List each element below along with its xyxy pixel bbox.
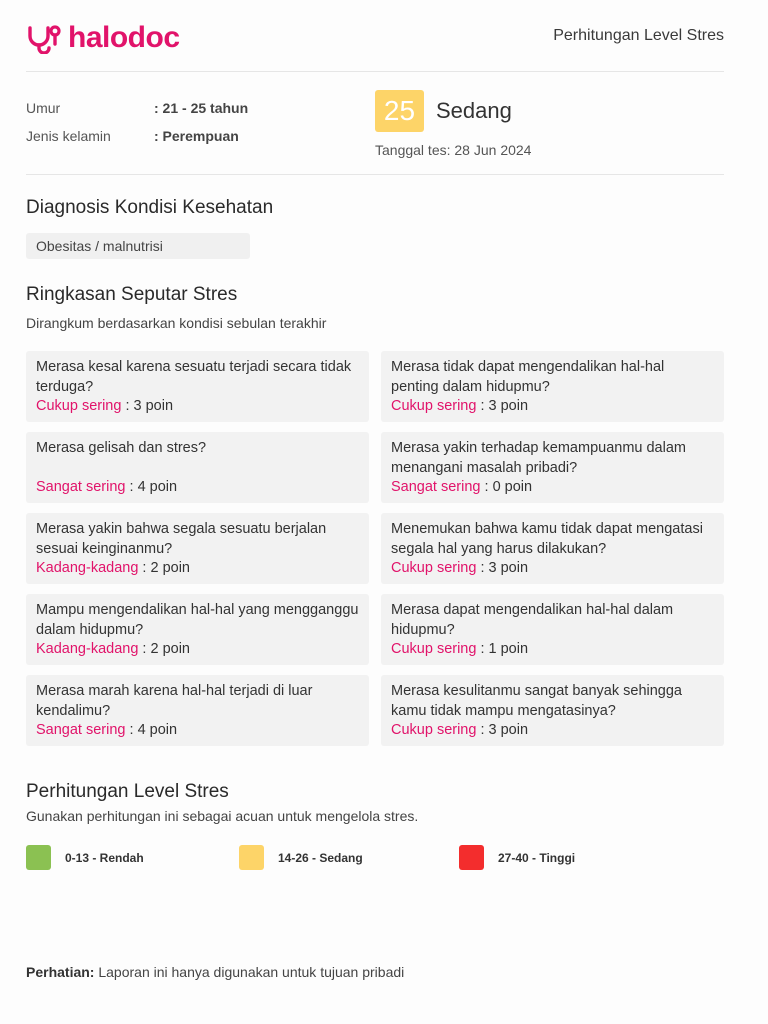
divider <box>26 174 724 175</box>
disclaimer-label: Perhatian: <box>26 964 95 980</box>
card-frequency: Kadang-kadang <box>36 560 139 576</box>
halodoc-logo <box>26 20 180 56</box>
gender-label: Jenis kelamin <box>26 128 111 144</box>
card-points: : 4 poin <box>125 479 178 495</box>
gender-row <box>26 122 248 150</box>
card-question: Mampu mengendalikan hal-hal yang mengganggu dalam hidupmu? <box>36 602 359 638</box>
card-frequency: Cukup sering <box>391 398 477 414</box>
patient-info <box>26 94 248 150</box>
card-frequency: Cukup sering <box>36 398 122 414</box>
card-question: Merasa gelisah dan stres? <box>36 440 207 456</box>
legend-item-high <box>459 845 575 870</box>
legend-label-low: 0-13 - Rendah <box>65 850 144 865</box>
card-points: : 2 poin <box>138 560 190 576</box>
legend-label-high: 27-40 - Tinggi <box>498 850 576 865</box>
summary-heading: Ringkasan Seputar Stres <box>26 284 238 305</box>
legend-swatch-high <box>459 845 484 870</box>
summary-card <box>26 513 369 584</box>
legend-item-low <box>26 845 239 870</box>
card-frequency: Cukup sering <box>391 560 477 576</box>
diagnosis-heading: Diagnosis Kondisi Kesehatan <box>26 197 274 218</box>
disclaimer <box>26 964 404 980</box>
report-title: Perhitungan Level Stres <box>553 27 724 44</box>
legend-item-medium <box>239 845 459 870</box>
page-header <box>26 20 724 72</box>
summary-card <box>381 351 724 422</box>
card-question: Merasa yakin bahwa segala sesuatu berjalan sesuai keinginanmu? <box>36 521 327 557</box>
card-frequency: Kadang-kadang <box>36 641 139 657</box>
score-level: Sedang <box>436 98 512 123</box>
diagnosis-chip: Obesitas / malnutrisi <box>26 233 250 259</box>
card-question: Merasa tidak dapat mengendalikan hal-hal penting dalam hidupmu? <box>391 359 665 395</box>
stress-score <box>375 90 531 158</box>
disclaimer-text: Laporan ini hanya digunakan untuk tujuan pribadi <box>94 964 405 980</box>
summary-subtitle: Dirangkum berdasarkan kondisi sebulan terakhir <box>26 315 327 331</box>
card-frequency: Cukup sering <box>391 722 477 738</box>
summary-grid <box>26 351 724 746</box>
card-frequency: Sangat sering <box>36 479 126 495</box>
card-frequency: Sangat sering <box>391 479 481 495</box>
card-points: : 3 poin <box>476 722 529 738</box>
summary-card <box>26 594 369 665</box>
legend-swatch-low <box>26 845 51 870</box>
summary-card <box>26 351 369 422</box>
summary-card <box>26 432 369 503</box>
card-points: : 1 poin <box>476 641 529 657</box>
card-frequency: Cukup sering <box>391 641 477 657</box>
calculation-subtitle: Gunakan perhitungan ini sebagai acuan untuk mengelola stres. <box>26 808 419 824</box>
card-question: Merasa kesulitanmu sangat banyak sehingga kamu tidak mampu mengatasinya? <box>391 683 682 719</box>
age-label: Umur <box>26 100 61 116</box>
card-question: Menemukan bahwa kamu tidak dapat mengatasi segala hal yang harus dilakukan? <box>391 521 703 557</box>
age-row <box>26 94 248 122</box>
test-date <box>375 142 531 158</box>
gender-value: : Perempuan <box>154 128 239 144</box>
summary-card <box>381 675 724 746</box>
score-badge: 25 <box>375 90 424 132</box>
summary-card <box>26 675 369 746</box>
card-points: : 2 poin <box>138 641 190 657</box>
logo-text: halodoc <box>68 21 180 54</box>
card-points: : 3 poin <box>476 398 529 414</box>
summary-card <box>381 432 724 503</box>
calculation-heading: Perhitungan Level Stres <box>26 781 229 802</box>
card-question: Merasa dapat mengendalikan hal-hal dalam hidupmu? <box>391 602 674 638</box>
card-question: Merasa kesal karena sesuatu terjadi secara tidak terduga? <box>36 359 352 395</box>
card-question: Merasa marah karena hal-hal terjadi di luar kendalimu? <box>36 683 313 719</box>
summary-card <box>381 513 724 584</box>
card-points: : 4 poin <box>125 722 178 738</box>
summary-card <box>381 594 724 665</box>
stethoscope-icon <box>26 22 62 54</box>
card-question: Merasa yakin terhadap kemampuanmu dalam menangani masalah pribadi? <box>391 440 686 476</box>
card-frequency: Sangat sering <box>36 722 126 738</box>
card-points: : 3 poin <box>476 560 529 576</box>
age-value: : 21 - 25 tahun <box>154 100 249 116</box>
card-points: : 0 poin <box>480 479 533 495</box>
card-points: : 3 poin <box>121 398 174 414</box>
test-date-label: Tanggal tes: <box>375 142 451 158</box>
stress-legend <box>26 845 575 870</box>
legend-label-medium: 14-26 - Sedang <box>278 850 363 865</box>
test-date-value: 28 Jun 2024 <box>454 142 532 158</box>
legend-swatch-medium <box>239 845 264 870</box>
